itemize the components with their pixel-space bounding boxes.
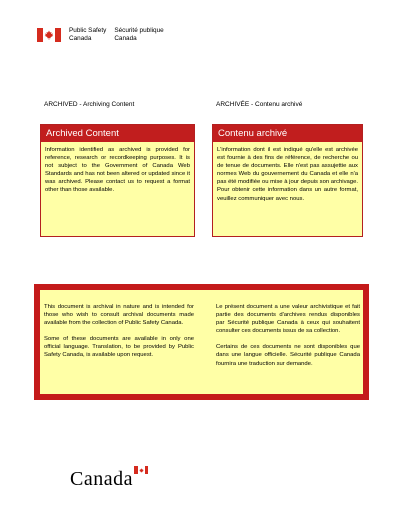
department-name-en [69, 27, 106, 42]
box-title-fr: Contenu archivé [213, 125, 362, 142]
archived-label-en: ARCHIVED - Archiving Content [44, 101, 135, 108]
department-name-fr [114, 27, 163, 42]
header [37, 27, 164, 45]
wordmark-flag-icon [134, 466, 148, 474]
notice-en-paragraph-2: Some of these documents are available in only one official language. Translation, to be provided by Public Safety Canada, is available upon request. [44, 336, 194, 359]
notice-column-en [44, 303, 194, 368]
archived-content-box-en [40, 124, 195, 237]
archived-label-fr: ARCHIVÉE - Contenu archivé [216, 101, 303, 108]
box-body-fr: L'information dont il est indiqué qu'elle est archivée est fournie à des fins de référence, de recherche ou de tenue de documents. Elle n'est pas assujettie aux normes Web du gouvernement du Canada et elle n'a pas été modifiée ou mise à jour depuis son archivage. Pour obtenir cette information dans un autre format, veuillez communiquer avec nous. [217, 147, 358, 202]
canada-flag-icon [37, 28, 61, 42]
dept-en-line2: Canada [69, 34, 92, 42]
canada-wordmark: Canada [70, 468, 133, 490]
dept-fr-line2: Canada [114, 34, 137, 42]
box-title-en: Archived Content [41, 125, 194, 142]
notice-fr-paragraph-2: Certains de ces documents ne sont disponibles que dans une langue officielle. Sécurité publique Canada fournira une traduction sur demande. [216, 344, 360, 367]
box-body-en: Information identified as archived is provided for reference, research or recordkeeping purposes. It is not subject to the Government of Canada Web Standards and has not been altered or updated since it was archived. Please contact us to request a format other than those available. [45, 147, 190, 194]
notice-column-fr [216, 303, 360, 376]
maple-leaf-icon [44, 30, 54, 40]
dept-en-line1: Public Safety [69, 27, 107, 34]
dept-fr-line1: Sécurité publique [114, 27, 164, 34]
notice-panel [40, 290, 363, 394]
archived-content-box-fr [212, 124, 363, 237]
notice-en-paragraph-1: This document is archival in nature and is intended for those who wish to consult archival documents made available from the collection of Public Safety Canada. [44, 304, 194, 327]
wordmark-maple-leaf-icon [139, 468, 144, 473]
notice-fr-paragraph-1: Le présent document a une valeur archivistique et fait partie des documents d'archives rendus disponibles par Sécurité publique Canada à ceux qui souhaitent consulter ces documents issus de sa collection. [216, 304, 360, 335]
